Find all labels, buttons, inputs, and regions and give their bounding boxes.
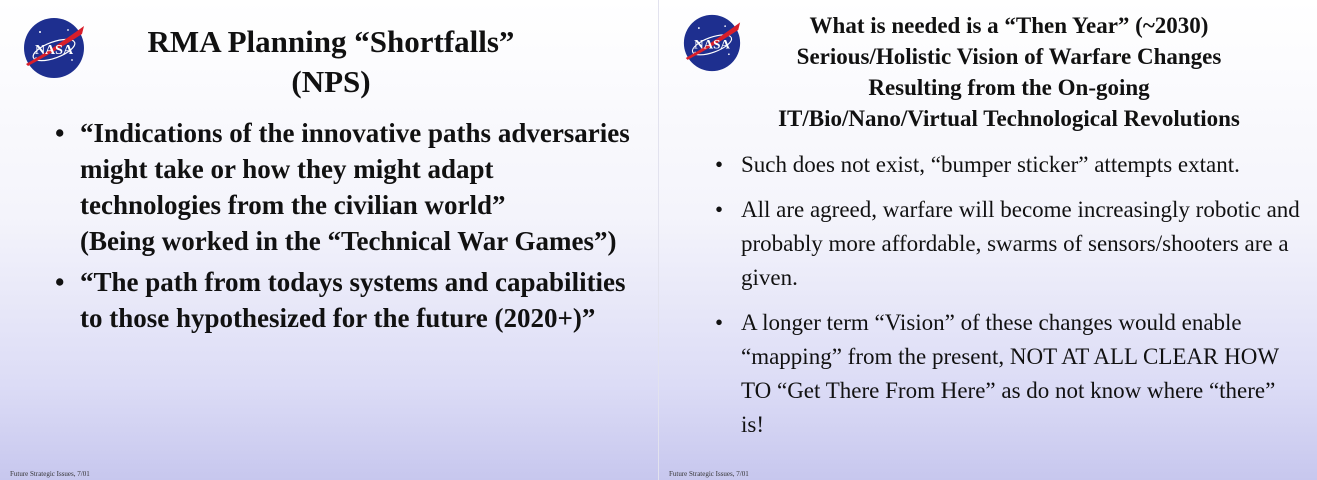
bullet-list xyxy=(741,148,1301,453)
slide-title xyxy=(96,22,566,102)
slide-footer: Future Strategic Issues, 7/01 xyxy=(669,470,749,478)
slide-title xyxy=(729,10,1289,134)
title-line: RMA Planning “Shortfalls” xyxy=(147,24,515,59)
bullet-list xyxy=(80,115,640,341)
title-line: Serious/Holistic Vision of Warfare Changes xyxy=(796,44,1222,69)
slide-footer: Future Strategic Issues, 7/01 xyxy=(10,470,90,478)
slide-rma-planning-shortfalls xyxy=(0,0,658,480)
bullet-text: “The path from todays systems and capabilities to those hypothesized for the future (2020+)” xyxy=(80,267,626,333)
title-line: IT/Bio/Nano/Virtual Technological Revolutions xyxy=(778,106,1240,131)
svg-text:NASA: NASA xyxy=(34,43,74,58)
title-line: Resulting from the On-going xyxy=(868,75,1150,100)
bullet-item: • Such does not exist, “bumper sticker” attempts extant. xyxy=(741,148,1301,182)
bullet-item xyxy=(80,115,640,259)
svg-text:NASA: NASA xyxy=(694,36,730,52)
title-line: What is needed is a “Then Year” (~2030) xyxy=(809,13,1209,38)
nasa-logo-icon xyxy=(22,16,86,80)
bullet-text: “Indications of the innovative paths adversaries might take or how they might adapt technologies from the civilian world” xyxy=(80,118,630,220)
bullet-item xyxy=(80,264,640,336)
bullet-item: • A longer term “Vision” of these changes would enable “mapping” from the present, NOT AT ALL CLEAR HOW TO “Get There From Here” as do not know where “there” is! xyxy=(741,306,1301,442)
title-line: (NPS) xyxy=(291,64,371,99)
bullet-note: (Being worked in the “Technical War Games”) xyxy=(80,226,617,256)
bullet-item: • All are agreed, warfare will become increasingly robotic and probably more affordable, swarms of sensors/shooters are a given. xyxy=(741,193,1301,295)
slide-then-year-vision xyxy=(659,0,1317,480)
